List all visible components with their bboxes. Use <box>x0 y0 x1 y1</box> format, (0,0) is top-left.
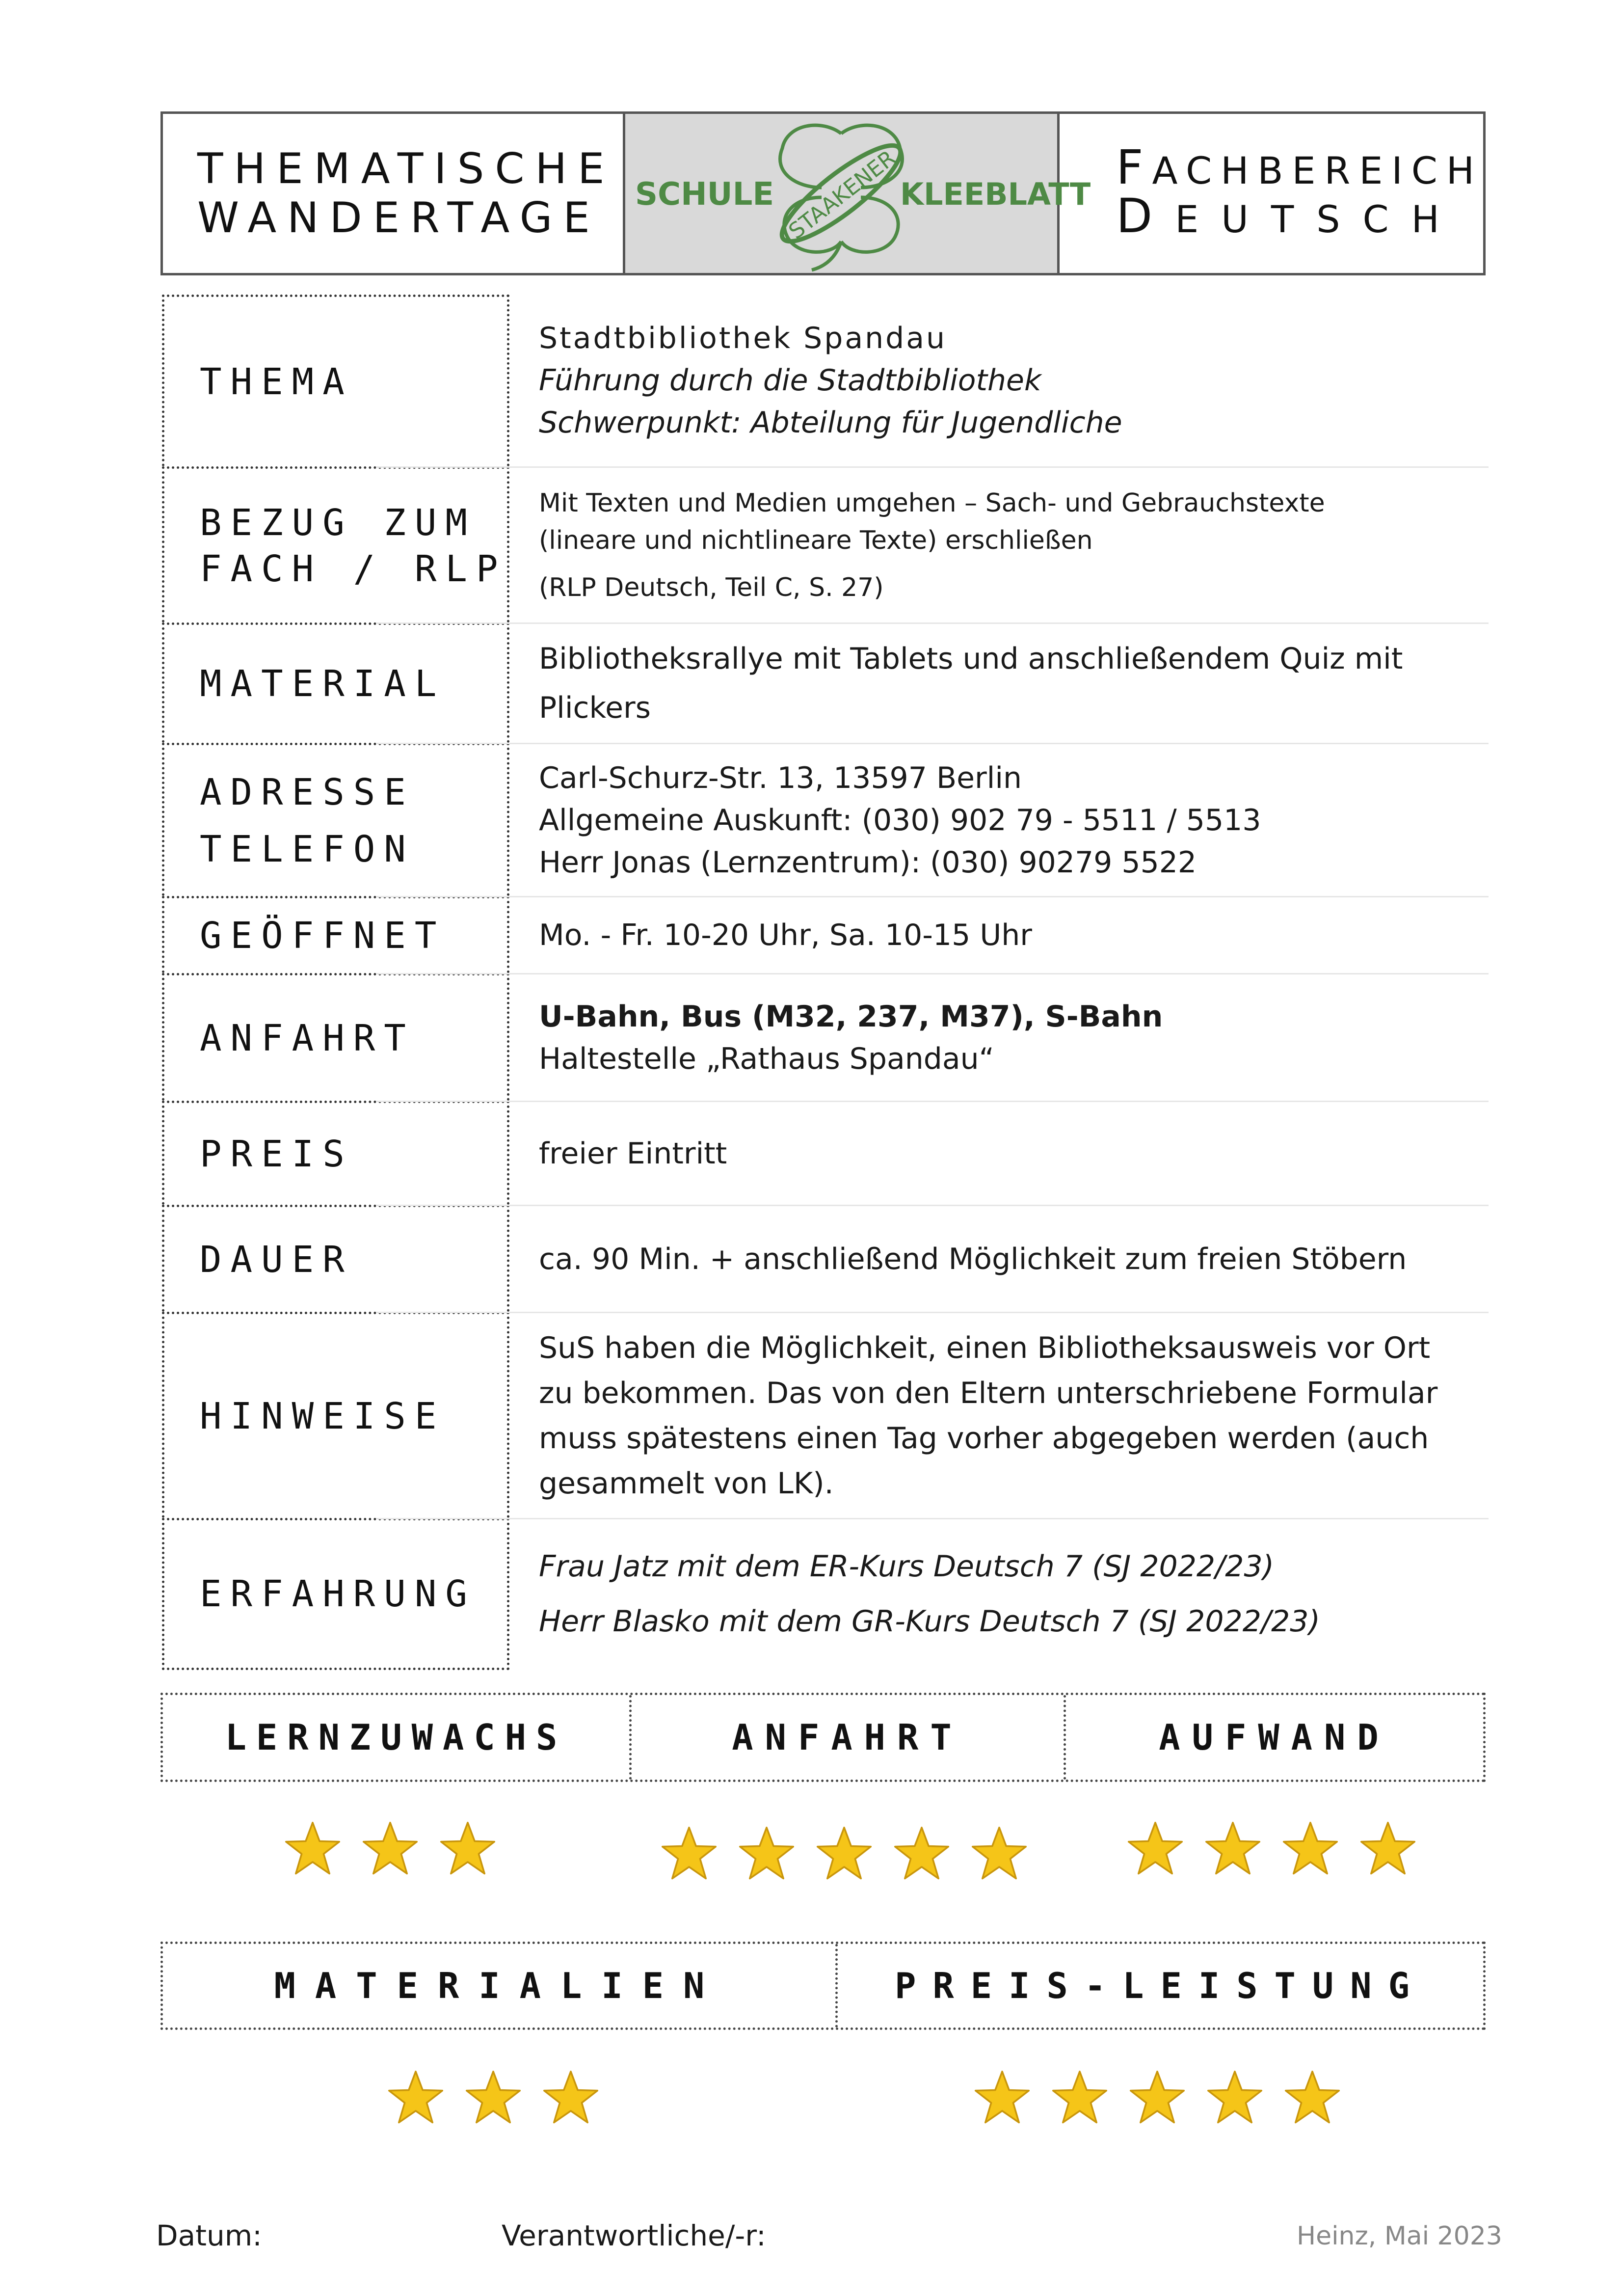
school-logo <box>625 114 1091 273</box>
department-line-1-cap: F <box>1116 140 1152 195</box>
row-geoeffnet <box>162 896 1487 973</box>
dauer-line-1: ca. 90 Min. + anschließend Möglichkeit zum freien Stöbern <box>539 1242 1407 1276</box>
star-icon <box>738 1825 796 1883</box>
star-icon <box>387 2069 445 2127</box>
anfahrt-line-2: Haltestelle „Rathaus Spandau“ <box>539 1041 994 1076</box>
adresse-line-1: Carl-Schurz-Str. 13, 13597 Berlin <box>539 760 1022 795</box>
rating-label-preis-leistung: PREIS-LEISTUNG <box>835 1944 1483 2027</box>
star-icon <box>1359 1820 1417 1878</box>
star-icon <box>361 1820 419 1878</box>
content-adresse <box>376 743 1489 896</box>
star-icon <box>464 2069 522 2127</box>
star-icon <box>284 1820 342 1878</box>
logo-right-text: KLEEBLATT <box>900 176 1091 212</box>
row-preis <box>162 1101 1487 1205</box>
row-erfahrung <box>162 1518 1487 1670</box>
stars-anfahrt <box>660 1825 1028 1883</box>
thema-subtitle: Führung durch die Stadtbibliothek <box>539 363 1041 398</box>
row-bezug <box>162 466 1487 622</box>
star-icon <box>1126 1820 1184 1878</box>
clover-logo-icon <box>625 114 1091 273</box>
row-material <box>162 622 1487 743</box>
star-icon <box>815 1825 873 1883</box>
content-hinweise <box>376 1312 1489 1518</box>
label-hinweise-text: HINWEISE <box>200 1395 446 1437</box>
star-icon <box>1283 2069 1341 2127</box>
title-block <box>163 114 625 273</box>
preis-line-1: freier Eintritt <box>539 1136 727 1171</box>
geoeffnet-line-1: Mo. - Fr. 10-20 Uhr, Sa. 10-15 Uhr <box>539 918 1032 952</box>
erfahrung-line-2: Herr Blasko mit dem GR-Kurs Deutsch 7 (SJ 2022/23) <box>539 1604 1320 1639</box>
stars-materialien <box>387 2069 600 2127</box>
star-icon <box>1051 2069 1109 2127</box>
rating-label-aufwand: AUFWAND <box>1064 1695 1483 1780</box>
label-material-text: MATERIAL <box>200 663 446 705</box>
label-anfahrt-text: ANFAHRT <box>200 1017 415 1059</box>
label-adresse-line-1: ADRESSE <box>200 771 415 813</box>
row-adresse <box>162 743 1487 896</box>
department-block <box>1060 114 1483 273</box>
content-material <box>376 622 1489 743</box>
label-bezug-line-2: FACH / RLP <box>200 547 507 590</box>
anfahrt-line-1: U-Bahn, Bus (M32, 237, M37), S-Bahn <box>539 999 1163 1034</box>
department-line-1-rest: ACHBEREICH <box>1152 149 1483 192</box>
label-adresse-line-2: TELEFON <box>200 828 415 870</box>
material-line-2: Plickers <box>539 691 651 725</box>
content-anfahrt <box>376 973 1489 1101</box>
star-icon <box>973 2069 1031 2127</box>
content-preis <box>376 1101 1489 1205</box>
header <box>160 111 1486 275</box>
rating-bar-2 <box>160 1942 1486 2030</box>
star-icon <box>1206 2069 1264 2127</box>
title-line-2: WANDERTAGE <box>197 193 601 243</box>
hinweise-line-2: zu bekommen. Das von den Eltern unterschriebene Formular <box>539 1376 1438 1410</box>
label-preis-text: PREIS <box>200 1133 353 1175</box>
star-icon <box>970 1825 1028 1883</box>
material-line-1: Bibliotheksrallye mit Tablets und anschließendem Quiz mit <box>539 642 1403 676</box>
thema-title: Stadtbibliothek Spandau <box>539 321 947 355</box>
star-icon <box>1281 1820 1339 1878</box>
department-line-2-cap: D <box>1116 189 1175 243</box>
content-thema <box>376 295 1489 466</box>
footer-credit: Heinz, Mai 2023 <box>1297 2221 1502 2251</box>
row-thema <box>162 295 1487 466</box>
department-line-2-rest: EUTSCH <box>1175 197 1462 241</box>
star-icon <box>542 2069 600 2127</box>
hinweise-line-3: muss spätestens einen Tag vorher abgegeben werden (auch <box>539 1421 1429 1456</box>
logo-center-text: STAAKENER <box>784 145 901 244</box>
row-hinweise <box>162 1312 1487 1518</box>
label-erfahrung-text: ERFAHRUNG <box>200 1573 476 1615</box>
row-anfahrt <box>162 973 1487 1101</box>
star-icon <box>439 1820 497 1878</box>
bezug-line-3: (RLP Deutsch, Teil C, S. 27) <box>539 572 884 602</box>
erfahrung-line-1: Frau Jatz mit dem ER-Kurs Deutsch 7 (SJ 2022/23) <box>539 1549 1275 1584</box>
content-dauer <box>376 1205 1489 1312</box>
rating-label-anfahrt: ANFAHRT <box>629 1695 1064 1780</box>
adresse-line-3: Herr Jonas (Lernzentrum): (030) 90279 5522 <box>539 845 1197 880</box>
label-thema-text: THEMA <box>200 360 353 403</box>
stars-preis-leistung <box>973 2069 1341 2127</box>
rating-label-lernzuwachs: LERNZUWACHS <box>225 1717 567 1758</box>
star-icon <box>893 1825 951 1883</box>
bezug-line-1: Mit Texten und Medien umgehen – Sach- und Gebrauchstexte <box>539 488 1325 518</box>
star-icon <box>1128 2069 1186 2127</box>
label-geoeffnet-text: GEÖFFNET <box>200 915 446 957</box>
bezug-line-2: (lineare und nichtlineare Texte) erschließen <box>539 525 1093 555</box>
content-erfahrung <box>376 1518 1489 1670</box>
rating-label-materialien: MATERIALIEN <box>274 1965 724 2006</box>
footer-datum: Datum: <box>156 2219 262 2252</box>
star-icon <box>1204 1820 1262 1878</box>
row-dauer <box>162 1205 1487 1312</box>
department-line-2 <box>1116 189 1483 243</box>
footer-verantwortlich: Verantwortliche/-r: <box>502 2219 766 2252</box>
label-dauer-text: DAUER <box>200 1238 353 1281</box>
rating-bar-1 <box>160 1693 1486 1782</box>
title-line-1: THEMATISCHE <box>197 144 615 193</box>
hinweise-line-4: gesammelt von LK). <box>539 1466 834 1501</box>
stars-aufwand <box>1126 1820 1417 1878</box>
stars-lernzuwachs <box>284 1820 497 1878</box>
department-line-1 <box>1116 140 1483 195</box>
content-geoeffnet <box>376 896 1489 973</box>
label-bezug-line-1: BEZUG ZUM <box>200 501 476 544</box>
logo-left-text: SCHULE <box>635 176 774 213</box>
adresse-line-2: Allgemeine Auskunft: (030) 902 79 - 5511 / 5513 <box>539 803 1261 837</box>
content-bezug <box>376 466 1489 622</box>
hinweise-line-1: SuS haben die Möglichkeit, einen Bibliotheksausweis vor Ort <box>539 1330 1431 1365</box>
thema-focus: Schwerpunkt: Abteilung für Jugendliche <box>539 405 1122 440</box>
star-icon <box>660 1825 718 1883</box>
